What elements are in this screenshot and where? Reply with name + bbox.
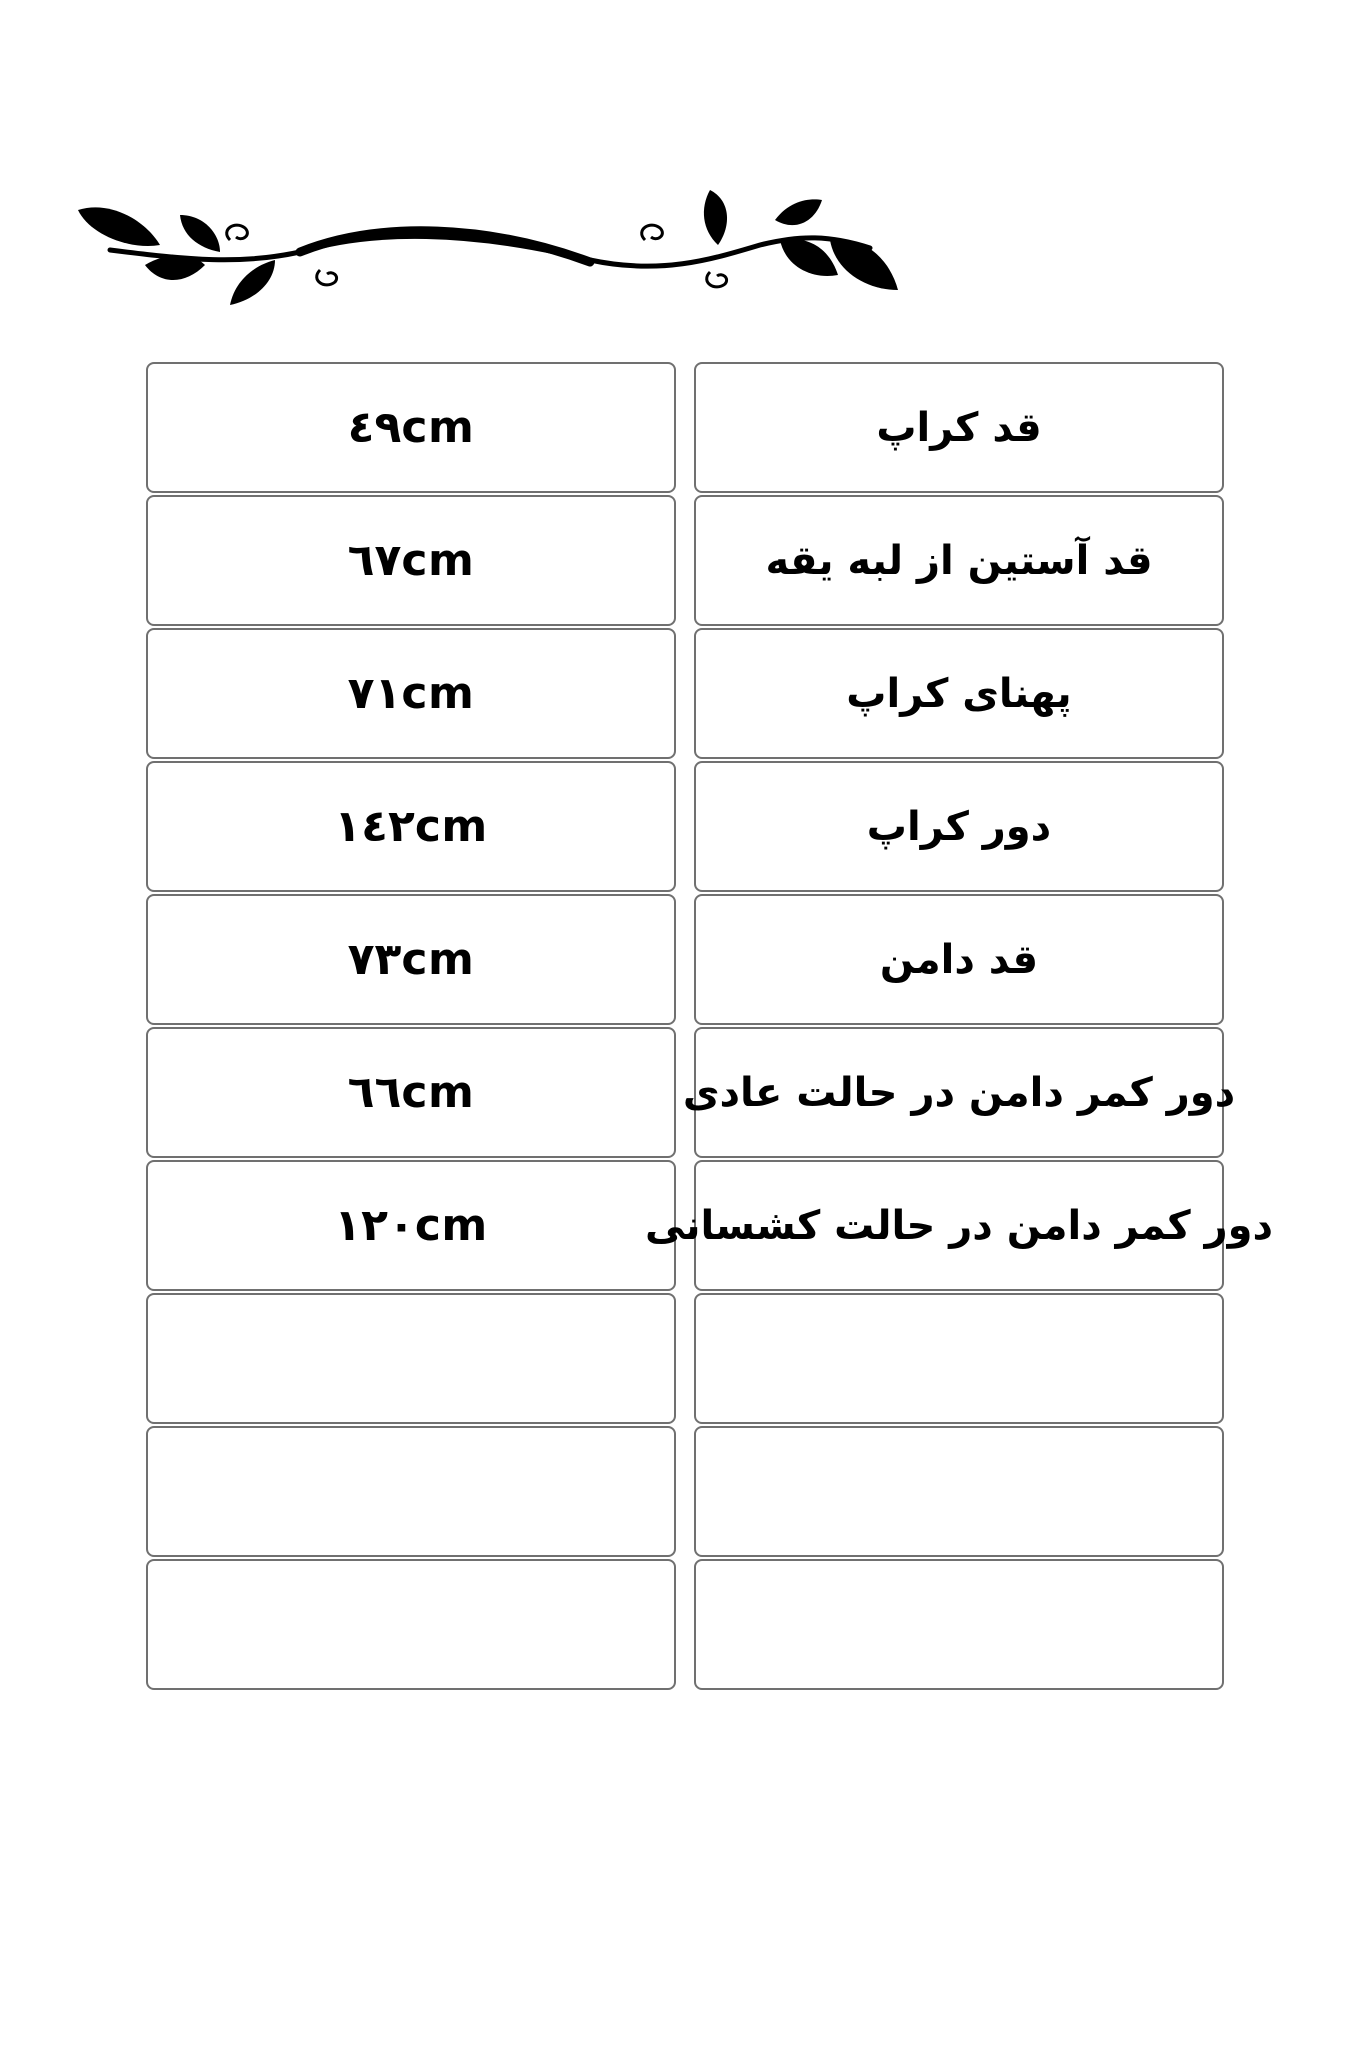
value-cell bbox=[146, 1160, 676, 1291]
label-cell bbox=[694, 628, 1224, 759]
table-row bbox=[146, 1027, 1236, 1158]
table-row bbox=[146, 495, 1224, 626]
value-text: ٦٦cm bbox=[347, 1067, 475, 1118]
size-table bbox=[146, 362, 1273, 1692]
label-text: دور کمر دامن در حالت کشسانی bbox=[645, 1202, 1273, 1249]
label-cell bbox=[645, 1160, 1273, 1291]
label-text: پهنای کراپ bbox=[846, 670, 1072, 717]
value-cell bbox=[146, 362, 676, 493]
table-row bbox=[146, 894, 1224, 1025]
table-row bbox=[146, 362, 1224, 493]
value-cell bbox=[146, 1426, 676, 1557]
label-cell bbox=[694, 761, 1224, 892]
label-text: قد دامن bbox=[879, 936, 1039, 983]
label-text: قد آستین از لبه یقه bbox=[765, 537, 1153, 584]
value-text: ٦٧cm bbox=[347, 535, 475, 586]
label-cell bbox=[694, 1559, 1224, 1690]
label-text: دور کمر دامن در حالت عادی bbox=[682, 1069, 1236, 1116]
value-text: ٤٩cm bbox=[347, 402, 475, 453]
label-text: دور کراپ bbox=[866, 803, 1052, 850]
value-text: ٧٣cm bbox=[347, 934, 475, 985]
table-row bbox=[146, 761, 1224, 892]
value-cell bbox=[146, 495, 676, 626]
table-row bbox=[146, 628, 1224, 759]
value-cell bbox=[146, 1027, 676, 1158]
table-row bbox=[146, 1559, 1224, 1690]
label-text: قد کراپ bbox=[876, 404, 1042, 451]
value-cell bbox=[146, 1559, 676, 1690]
label-cell bbox=[694, 362, 1224, 493]
value-text: ١٤٢cm bbox=[334, 801, 488, 852]
leaf-vine-icon bbox=[70, 190, 900, 320]
table-row bbox=[146, 1293, 1224, 1424]
value-text: ٧١cm bbox=[347, 668, 475, 719]
value-cell bbox=[146, 1293, 676, 1424]
value-cell bbox=[146, 761, 676, 892]
label-cell bbox=[694, 1426, 1224, 1557]
table-row bbox=[146, 1160, 1273, 1291]
value-text: ١٢٠cm bbox=[334, 1200, 488, 1251]
label-cell bbox=[694, 1293, 1224, 1424]
label-cell bbox=[694, 495, 1224, 626]
table-row bbox=[146, 1426, 1224, 1557]
label-cell bbox=[682, 1027, 1236, 1158]
value-cell bbox=[146, 894, 676, 1025]
label-cell bbox=[694, 894, 1224, 1025]
value-cell bbox=[146, 628, 676, 759]
